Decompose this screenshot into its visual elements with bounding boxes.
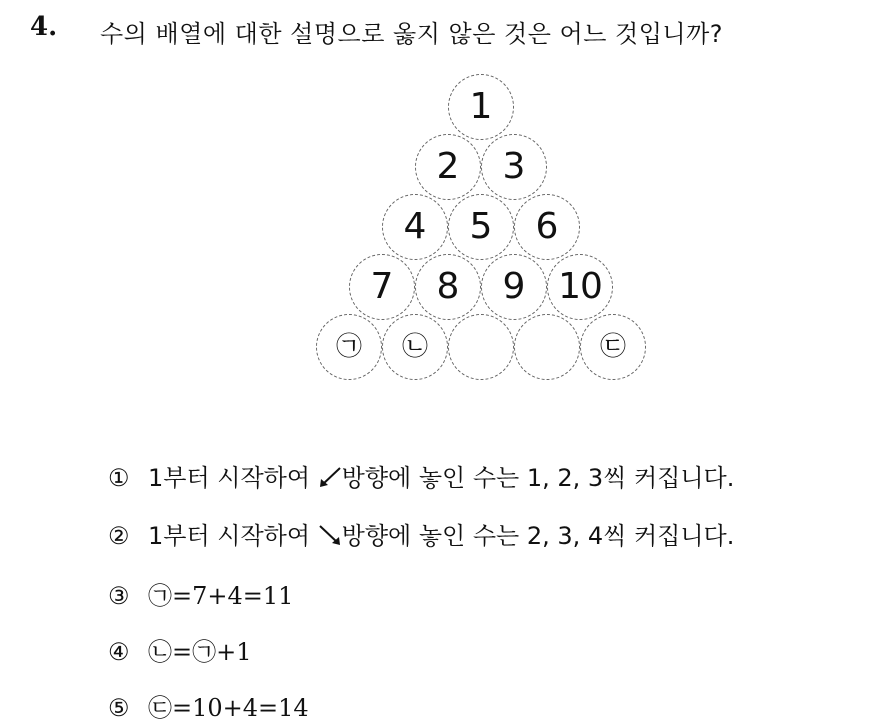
pyramid-cell-9: 9 (481, 254, 547, 320)
option-1[interactable] (108, 458, 734, 493)
option-mark: ② (108, 522, 130, 550)
pyramid-cell-6: 6 (514, 194, 580, 260)
option-2[interactable] (108, 516, 734, 551)
option-mark: ③ (108, 582, 130, 610)
pyramid-cell-1: 1 (448, 74, 514, 140)
number-pyramid (312, 74, 652, 384)
question-text: 수의 배열에 대한 설명으로 옳지 않은 것은 어느 것입니까? (100, 20, 723, 48)
down-left-arrow-icon (318, 464, 342, 492)
pyramid-cell-8: 8 (415, 254, 481, 320)
option-mark: ④ (108, 638, 130, 666)
pyramid-cell-2: 2 (415, 134, 481, 200)
option-text: ㉢=10+4=14 (148, 694, 309, 722)
pyramid-cell-10: 10 (547, 254, 613, 320)
pyramid-cell-giyeok: ㉠ (316, 314, 382, 380)
option-mark: ⑤ (108, 694, 130, 722)
option-text-before: 1부터 시작하여 (148, 522, 318, 550)
down-right-arrow-icon (318, 522, 342, 550)
option-text-after: 방향에 놓인 수는 1, 2, 3씩 커집니다. (341, 464, 735, 492)
option-4[interactable] (108, 632, 252, 667)
pyramid-cell-3: 3 (481, 134, 547, 200)
option-text: ㉡=㉠+1 (148, 638, 252, 666)
pyramid-cell-digeut: ㉢ (580, 314, 646, 380)
option-text-after: 방향에 놓인 수는 2, 3, 4씩 커집니다. (341, 522, 735, 550)
option-3[interactable] (108, 576, 293, 611)
option-text-before: 1부터 시작하여 (148, 464, 318, 492)
question-number: 4. (30, 12, 58, 42)
option-mark: ① (108, 464, 130, 492)
pyramid-cell-nieun: ㉡ (382, 314, 448, 380)
pyramid-cell-empty-2 (514, 314, 580, 380)
pyramid-cell-7: 7 (349, 254, 415, 320)
pyramid-cell-4: 4 (382, 194, 448, 260)
option-text: ㉠=7+4=11 (148, 582, 294, 610)
pyramid-cell-5: 5 (448, 194, 514, 260)
pyramid-cell-empty-1 (448, 314, 514, 380)
